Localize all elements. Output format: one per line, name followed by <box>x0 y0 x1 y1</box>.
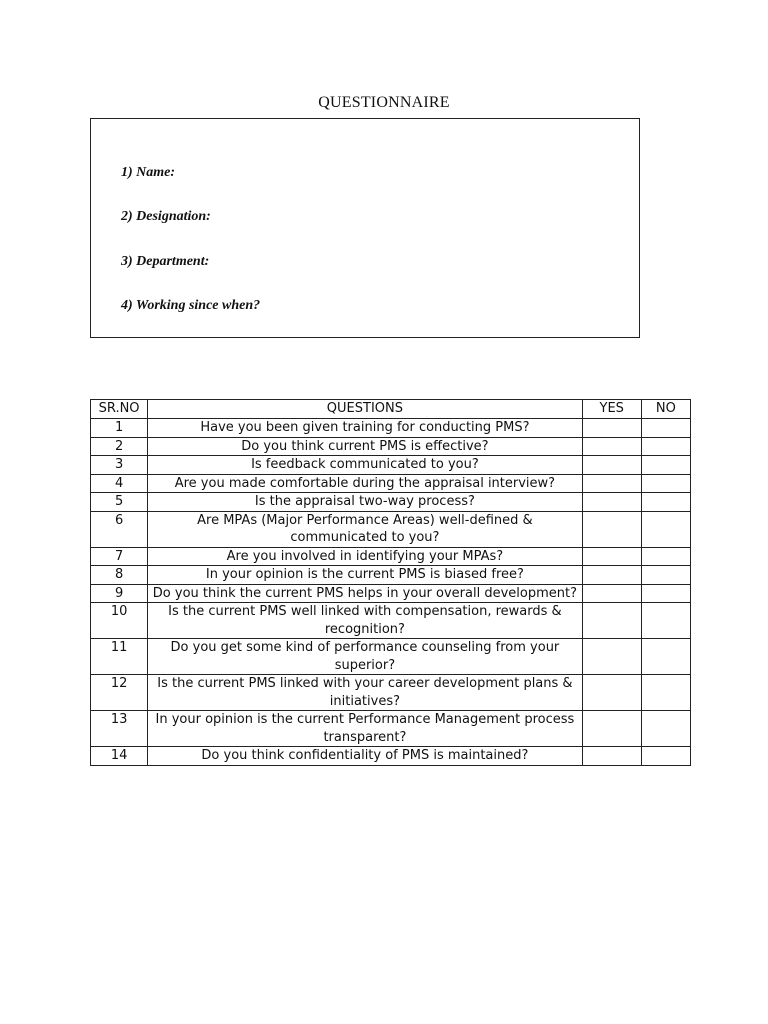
row-yes-cell[interactable] <box>582 456 641 475</box>
row-question: Are MPAs (Major Performance Areas) well-defined & communicated to you? <box>148 511 582 547</box>
row-yes-cell[interactable] <box>582 603 641 639</box>
row-no-cell[interactable] <box>641 711 690 747</box>
row-yes-cell[interactable] <box>582 639 641 675</box>
questions-table-body <box>91 419 691 766</box>
table-row <box>91 675 691 711</box>
row-no-cell[interactable] <box>641 511 690 547</box>
row-question: Do you think confidentiality of PMS is maintained? <box>148 747 582 766</box>
row-no-cell[interactable] <box>641 456 690 475</box>
row-question: Is the current PMS linked with your career development plans & initiatives? <box>148 675 582 711</box>
header-yes: YES <box>582 400 641 419</box>
row-sr-no: 5 <box>91 493 148 512</box>
table-row <box>91 711 691 747</box>
row-sr-no: 8 <box>91 566 148 585</box>
row-sr-no: 9 <box>91 584 148 603</box>
row-sr-no: 11 <box>91 639 148 675</box>
row-yes-cell[interactable] <box>582 474 641 493</box>
name-field-label: 1) Name: <box>121 165 176 180</box>
row-question: In your opinion is the current Performance Management process transparent? <box>148 711 582 747</box>
header-sr-no: SR.NO <box>91 400 148 419</box>
row-question: Do you think the current PMS helps in your overall development? <box>148 584 582 603</box>
row-yes-cell[interactable] <box>582 566 641 585</box>
row-yes-cell[interactable] <box>582 511 641 547</box>
row-sr-no: 7 <box>91 547 148 566</box>
header-no: NO <box>641 400 690 419</box>
row-yes-cell[interactable] <box>582 747 641 766</box>
row-sr-no: 14 <box>91 747 148 766</box>
row-question: Do you think current PMS is effective? <box>148 437 582 456</box>
row-yes-cell[interactable] <box>582 584 641 603</box>
questions-table <box>90 399 691 766</box>
header-questions: QUESTIONS <box>148 400 582 419</box>
table-header-row <box>91 400 691 419</box>
row-question: In your opinion is the current PMS is biased free? <box>148 566 582 585</box>
table-row <box>91 639 691 675</box>
row-no-cell[interactable] <box>641 675 690 711</box>
row-question: Is feedback communicated to you? <box>148 456 582 475</box>
row-sr-no: 2 <box>91 437 148 456</box>
row-yes-cell[interactable] <box>582 711 641 747</box>
table-row <box>91 474 691 493</box>
row-yes-cell[interactable] <box>582 493 641 512</box>
table-row <box>91 603 691 639</box>
row-no-cell[interactable] <box>641 584 690 603</box>
table-row <box>91 456 691 475</box>
row-question: Are you made comfortable during the appraisal interview? <box>148 474 582 493</box>
row-sr-no: 4 <box>91 474 148 493</box>
row-yes-cell[interactable] <box>582 547 641 566</box>
row-sr-no: 6 <box>91 511 148 547</box>
row-sr-no: 12 <box>91 675 148 711</box>
table-row <box>91 493 691 512</box>
row-yes-cell[interactable] <box>582 437 641 456</box>
row-sr-no: 10 <box>91 603 148 639</box>
table-row <box>91 584 691 603</box>
row-no-cell[interactable] <box>641 639 690 675</box>
row-yes-cell[interactable] <box>582 419 641 438</box>
row-no-cell[interactable] <box>641 547 690 566</box>
row-no-cell[interactable] <box>641 603 690 639</box>
row-yes-cell[interactable] <box>582 675 641 711</box>
row-sr-no: 13 <box>91 711 148 747</box>
table-row <box>91 437 691 456</box>
row-question: Is the current PMS well linked with compensation, rewards & recognition? <box>148 603 582 639</box>
page-title: QUESTIONNAIRE <box>318 94 450 111</box>
row-no-cell[interactable] <box>641 437 690 456</box>
table-row <box>91 566 691 585</box>
respondent-info-box <box>90 118 640 338</box>
designation-field-label: 2) Designation: <box>121 209 211 224</box>
row-question: Have you been given training for conducting PMS? <box>148 419 582 438</box>
row-no-cell[interactable] <box>641 493 690 512</box>
row-no-cell[interactable] <box>641 419 690 438</box>
working-since-field-label: 4) Working since when? <box>121 298 261 313</box>
table-row <box>91 747 691 766</box>
table-row <box>91 511 691 547</box>
row-no-cell[interactable] <box>641 747 690 766</box>
department-field-label: 3) Department: <box>121 254 210 269</box>
row-no-cell[interactable] <box>641 474 690 493</box>
row-question: Are you involved in identifying your MPAs? <box>148 547 582 566</box>
table-row <box>91 547 691 566</box>
row-question: Is the appraisal two-way process? <box>148 493 582 512</box>
row-no-cell[interactable] <box>641 566 690 585</box>
row-sr-no: 3 <box>91 456 148 475</box>
table-row <box>91 419 691 438</box>
row-sr-no: 1 <box>91 419 148 438</box>
row-question: Do you get some kind of performance counseling from your superior? <box>148 639 582 675</box>
